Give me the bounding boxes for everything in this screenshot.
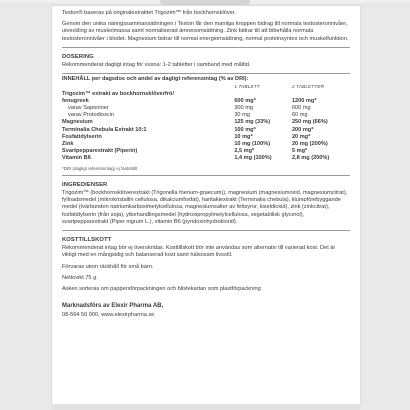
nutrient-name: Fosfatidylserin [62, 133, 102, 140]
nutrient-name: Zink [62, 141, 74, 148]
divider [62, 230, 350, 231]
nutrient-name: fenugreek [62, 97, 89, 104]
nutrition-table-header [62, 83, 350, 90]
intro-section [62, 10, 350, 43]
nutrition-row [62, 127, 350, 134]
nutrition-row [62, 91, 350, 98]
box-notch [160, 0, 250, 5]
value-2-tablets: 60 mg [291, 112, 308, 119]
value-2-tablets: 5 mg* [291, 148, 308, 155]
value-1-tablet [234, 91, 292, 98]
content-heading: INNEHÅLL per dagsdos och andel av dagligt referensintag (% av DRI): [62, 76, 249, 83]
ingredients-heading: INGREDIENSER [62, 181, 108, 188]
value-1-tablet: 2,5 mg* [234, 148, 255, 155]
marketing-line: Marknadsförs av Elexir Pharma AB, [62, 303, 164, 310]
value-1-tablet: 10 mg* [234, 133, 253, 140]
value-2-tablets: 250 mg (66%) [291, 119, 328, 126]
value-2-tablets: 2,8 mg (200%) [291, 155, 330, 162]
value-1-tablet: 10 mg (100%) [234, 141, 271, 148]
nutrient-name: Vitamin B6 [62, 155, 91, 162]
marketing-contact: 08-564 50 000, www.elexirpharma.se [62, 311, 155, 318]
box-bottom-edge [52, 404, 360, 410]
supplement-paragraph-2: Förvaras utom räckhåll för små barn. [62, 263, 154, 270]
nutrient-name: Trigozim™ extrakt av bockhornsklöverfrö/ [62, 90, 174, 97]
value-1-tablet: 100 mg* [234, 126, 256, 133]
nutrition-table [62, 83, 350, 162]
nutrient-name: Svartpepparextrakt (Piperin) [62, 148, 138, 155]
nutrient-name: varav Protodioscin [68, 112, 115, 119]
nutrition-row [62, 105, 350, 112]
divider [62, 175, 350, 176]
dosage-heading: DOSERING [62, 53, 94, 60]
value-1-tablet: 300 mg [234, 105, 253, 112]
nutrition-row [62, 112, 350, 119]
value-1-tablet: 600 mg* [234, 97, 256, 104]
nutrition-row [62, 98, 350, 105]
dosage-text: Rekommenderat dagligt intag för vuxna: 1-2 tabletter i samband med måltid. [62, 62, 251, 69]
ingredients-text: Trigozim™ (bockhornsklöverextrakt (Trigonella foenum-graecum)), magnesium (magnesiumoxid, magnesiumcitrat), fyllnadsmedel (mikrokristallin cellulosa, dikalciumfosfat), haritakiextrakt (Terminalia chebula), klumpförebyggande medel (tvärbunden natriumkarboximetylcellulosa, magnesiumsalter av fettsyror, kiseldioxid), zink (zinkcitrat), fosfatidylserin (från soja), ytbehandlingsmedel (hydroxipropylmetylcellulosa, vegetabilisk glycerol), svartpepparextrakt (Piper nigrum L.), vitamin B6 (pyridoxinhydroklorid). [62, 190, 348, 225]
supplement-paragraph-1: Rekommenderat intag bör ej överskridas. Kosttillskott bör inte användas som alternativ till varierad kost. Det är viktigt med en mångsidig och balanserad kost samt hälsosam livsstil. [62, 245, 336, 259]
label-panel [52, 6, 360, 404]
column-header-2-tablets: 2 TABLETTER [291, 84, 325, 90]
nutrition-row [62, 155, 350, 162]
value-2-tablets [292, 91, 350, 98]
value-2-tablets: 200 mg* [291, 126, 314, 133]
value-1-tablet: 1,4 mg (100%) [234, 155, 272, 162]
supplement-recycling: Asken sorteras om pappersförpackningen och blistekartan som plastförpackning [62, 286, 261, 293]
divider [62, 73, 350, 74]
value-2-tablets: 20 mg* [291, 133, 311, 140]
nutrition-row [62, 119, 350, 126]
nutrient-name: varav Saponiner [68, 105, 109, 112]
value-2-tablets: 600 mg [291, 105, 311, 112]
supplement-net-weight: Nettovikt 75 g. [62, 274, 98, 281]
value-2-tablets: 20 mg (200%) [291, 141, 328, 148]
column-header-1-tablet: 1 TABLETT [234, 84, 260, 90]
intro-paragraph-1: Teston® baseras på originalextraktet Trigozim™ från bockhornsklöver. [62, 10, 236, 16]
intro-paragraph-2: Genom den unika näringssammansättningen i Teston får den manliga kroppen bidrag till normala testosteronnivåer, utveckling av muskelmassa samt normaliserad ämnesomsättning. Zink bidrar till att bibehålla normala testosteronnivåer i blodet. Magnesium bidrar till normal energiomsättning, normal proteinsyntes och muskelfunktion. [62, 21, 349, 42]
value-2-tablets: 1200 mg* [291, 97, 317, 104]
value-1-tablet: 30 mg [234, 112, 250, 119]
value-1-tablet: 125 mg (33%) [234, 119, 271, 126]
dri-footnote: *DRI (dagligt referensintag) ej fastställt [62, 165, 138, 171]
nutrition-row [62, 148, 350, 155]
nutrition-row [62, 134, 350, 141]
nutrition-row [62, 141, 350, 148]
supplement-heading: KOSTTILLSKOTT [62, 237, 112, 244]
nutrient-name: Magnesium [62, 119, 93, 126]
divider [62, 47, 350, 48]
nutrient-name: Terminalia Chebula Extrakt 10:1 [62, 126, 147, 133]
